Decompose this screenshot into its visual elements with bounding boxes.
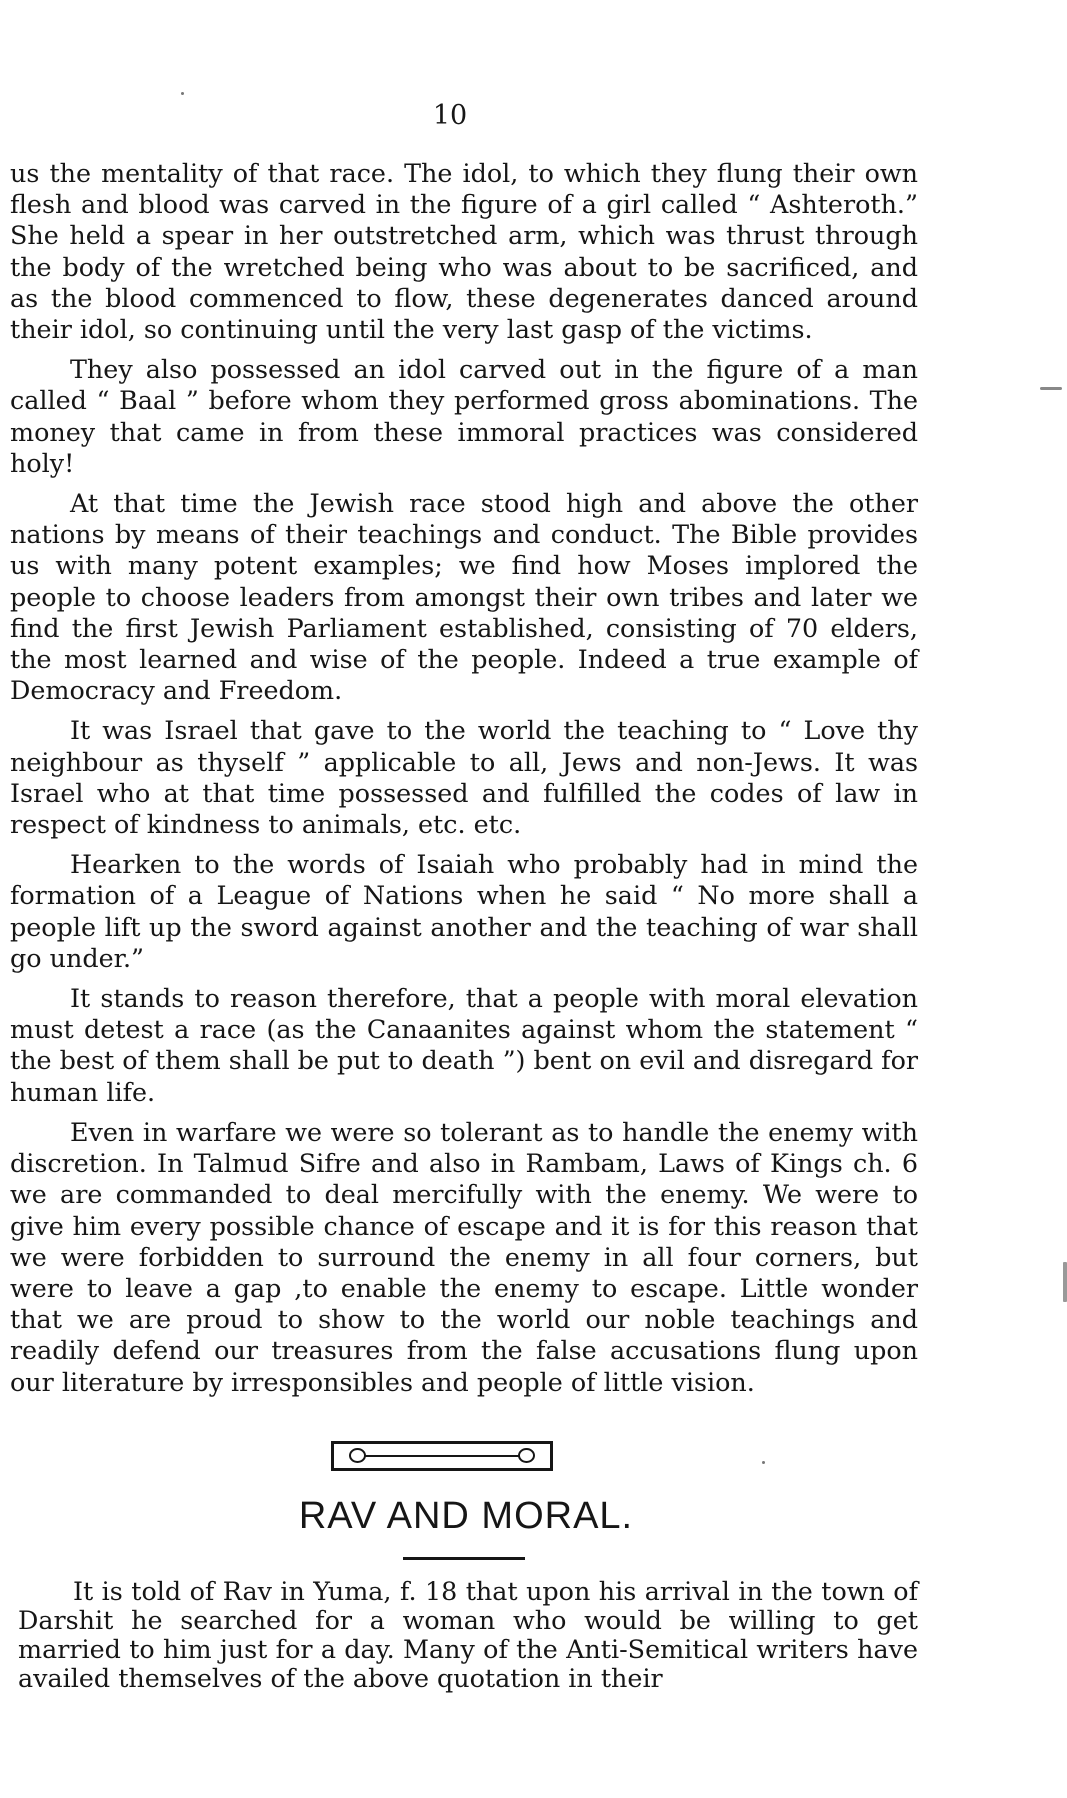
paragraph-1: us the mentality of that race. The idol, to which they flung their own flesh and blood was carved in the figure of a girl called “ Ashteroth.” She held a spear in her outstretched arm, which was thrust through the body of the wretched being who was about to be sacrificed, and as the blood commenced to flow, these degenerates danced around their idol, so continuing until the very last gasp of the victims. xyxy=(10,158,918,345)
scan-speck xyxy=(1063,1262,1067,1302)
ornament-rod xyxy=(362,1455,522,1457)
paragraph-4: It was Israel that gave to the world the teaching to “ Love thy neighbour as thyself ” applicable to all, Jews and non-Jews. It was Israel who at that time possessed and fulfilled the codes of law in respect of kindness to animals, etc. etc. xyxy=(10,715,918,840)
section-paragraph: It is told of Rav in Yuma, f. 18 that upon his arrival in the town of Darshit he searched for a woman who would be willing to get married to him just for a day. Many of the Anti-Semitical writers have availed themselves of the above quotation in their xyxy=(18,1576,918,1693)
ornament-left-knob xyxy=(349,1448,366,1463)
title-underline-rule xyxy=(403,1557,525,1560)
paragraph-7: Even in warfare we were so tolerant as to handle the enemy with discretion. In Talmud Sifre and also in Rambam, Laws of Kings ch. 6 we are commanded to deal mercifully with the enemy. We were to give him every possible chance of escape and it is for this reason that we were forbidden to surround the enemy in all four corners, but were to leave a gap ,to enable the enemy to escape. Little wonder that we are proud to show to the world our noble teachings and readily defend our treasures from the false accusations flung upon our literature by irresponsibles and people of little vision. xyxy=(10,1116,918,1397)
paragraph-6: It stands to reason therefore, that a people with moral elevation must detest a race (as the Canaanites against whom the statement “ the best of them shall be put to death ”) bent on evil and disregard for human life. xyxy=(10,983,918,1107)
scan-speck xyxy=(762,1461,765,1464)
body-text xyxy=(10,158,918,1407)
scan-speck xyxy=(181,92,184,95)
section-divider-ornament xyxy=(331,1441,553,1471)
scan-speck xyxy=(1040,387,1062,390)
section-text xyxy=(18,1577,918,1693)
section-title: RAV AND MORAL. xyxy=(298,1495,634,1537)
paragraph-3: At that time the Jewish race stood high and above the other nations by means of their teachings and conduct. The Bible provides us with many potent examples; we find how Moses implored the people to choose leaders from amongst their own tribes and later we find the first Jewish Parliament established, consisting of 70 elders, the most learned and wise of the people. Indeed a true example of Democracy and Freedom. xyxy=(10,488,918,706)
page-number: 10 xyxy=(432,100,468,131)
paragraph-2: They also possessed an idol carved out in the figure of a man called “ Baal ” before whom they performed gross abominations. The money that came in from these immoral practices was considered holy! xyxy=(10,354,918,478)
ornament-right-knob xyxy=(518,1448,535,1463)
paragraph-5: Hearken to the words of Isaiah who probably had in mind the formation of a League of Nations when he said “ No more shall a people lift up the sword against another and the teaching of war shall go under.” xyxy=(10,849,918,973)
